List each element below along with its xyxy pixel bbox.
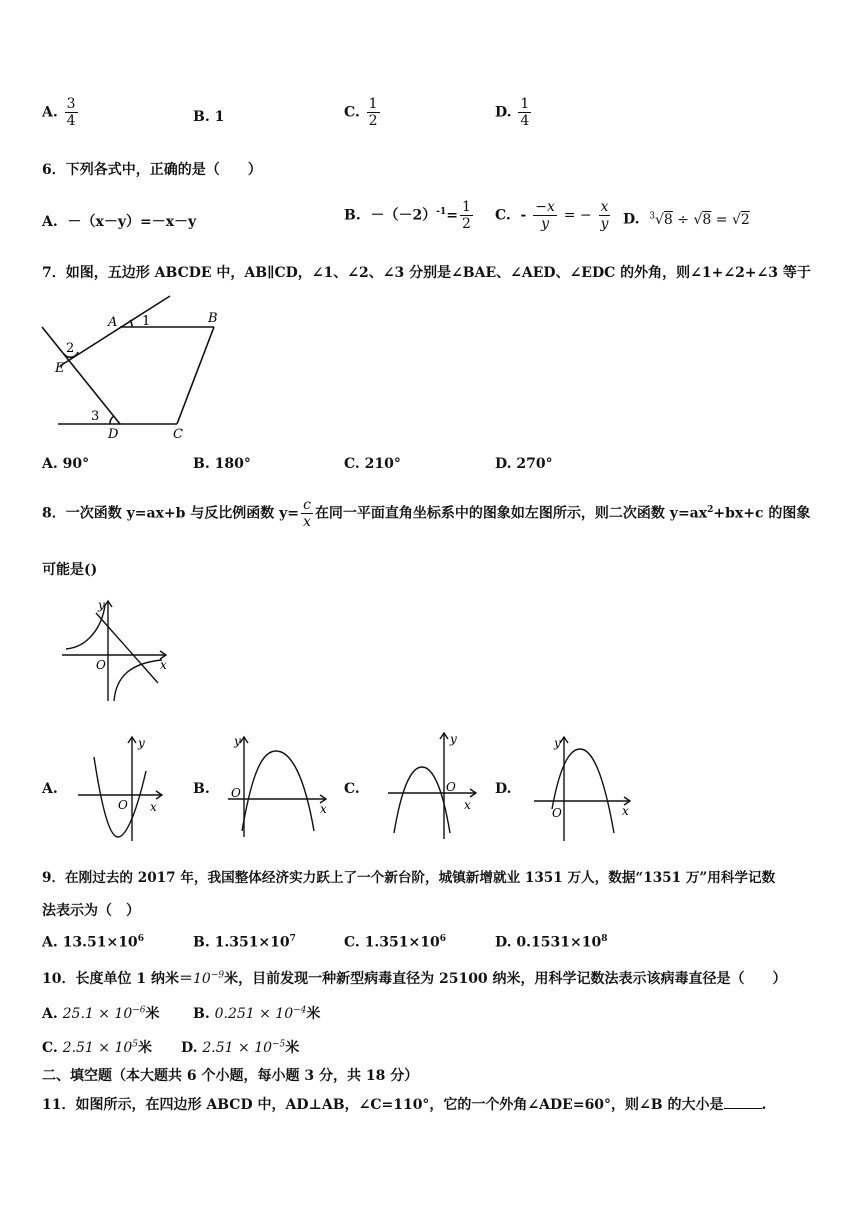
parabola-opens-down [394,767,450,833]
segment-bc [177,327,214,424]
q8-option-c-graph [384,729,484,845]
q9-option-d: D. $0.1531\times 10^8$ [495,934,608,951]
angle-3-arc [110,416,114,424]
hyperbola-branch-right [114,660,162,701]
label-angle-1: 1 [142,314,151,329]
svg-text:O: O [552,806,562,820]
label-angle-3: 3 [91,409,100,424]
q10-option-d: D. $2.51 \times 10^{-5}$米 [181,1039,300,1056]
q8-stem: 8．一次函数 y=ax+b 与反比例函数 y= $\frac{c}{x}$ 在同一平面直角坐标系中的图象如左图所示，则二次函数 $y=ax^2+bx+c$ 的图象 [42,497,811,531]
q6-stem: 6．下列各式中，正确的是（ ） [42,162,262,178]
origin-label: O [96,658,106,672]
svg-text:x: x [320,802,327,816]
svg-text:y: y [234,734,241,748]
q8-stem-line2: 可能是() [42,562,98,578]
section-2-heading: 二、填空题（本大题共 6 个小题，每小题 3 分，共 18 分） [42,1068,419,1084]
q8-option-d-graph [530,733,636,845]
q8-option-d-letter: D. [495,781,512,797]
q5-option-c: C. $\frac{1}{2}$ [344,96,378,130]
label-d: D [108,427,119,442]
q8-option-a-graph [74,733,174,845]
q10-stem: 10．长度单位 1 纳米$=10^{-9}$米，目前发现一种新型病毒直径为 25100 纳米，用科学记数法表示该病毒直径是（ ） [42,970,787,987]
q7-option-a: A. 90° [42,456,90,472]
q11-stem: 11．如图所示，在四边形 ABCD 中，AD⊥AB，∠C=110°，它的一个外角∠ADE=60°，则∠B 的大小是 . [42,1097,767,1113]
q8-given-graph [58,597,178,707]
q9-stem-line2: 法表示为（ ） [42,903,140,919]
segment-ed-extended [42,327,120,424]
q7-stem: 7．如图，五边形 ABCDE 中，AB∥CD，∠1、∠2、∠3 分别是∠BAE、∠AED、∠EDC 的外角，则∠1+∠2+∠3 等于 [42,265,811,281]
svg-text:x: x [622,804,629,818]
q7-option-d: D. 270° [495,456,553,472]
svg-text:O: O [118,798,128,812]
label-angle-2: 2 [66,341,75,356]
svg-text:y: y [554,736,561,750]
q8-option-b-letter: B. [193,781,210,797]
q5-option-a: A. $\frac{3}{4}$ [42,96,76,130]
svg-text:O: O [446,780,456,794]
parabola-opens-up [94,757,146,837]
q8-option-b-graph [224,733,336,845]
q9-option-a: A. $13.51\times 10^6$ [42,934,144,951]
q7-pentagon-figure [38,292,228,444]
label-e: E [55,361,65,376]
q6-option-d: D. $^3$√8 ÷ √8 = √2 [623,211,750,228]
q9-option-c: C. $1.351\times 10^6$ [344,934,446,951]
q6-option-b: B. $-(-2)^{-1}=$ $\frac{1}{2}$ [344,199,471,233]
q5-option-d: D. $\frac{1}{4}$ [495,96,530,130]
q9-stem-line1: 9．在刚过去的 2017 年，我国整体经济实力跃上了一个新台阶，城镇新增就业 1351 万人，数据“1351 万”用科学记数 [42,870,776,886]
label-a: A [108,315,118,330]
q6-option-a: A. －（x－y）=－x－y [42,214,197,230]
q6-option-c: C. - $\frac{-x}{y}$ = − $\frac{x}{y}$ [495,199,609,233]
q9-option-b: B. $1.351\times 10^7$ [193,934,296,951]
q8-option-a-letter: A. [42,781,58,797]
axis-y-label: y [98,598,105,612]
label-c: C [173,427,183,442]
q10-option-a: A. $25.1 \times 10^{-6}$米 [42,1005,160,1022]
q10-option-c: C. $2.51 \times 10^5$米 [42,1039,153,1056]
q7-option-c: C. 210° [344,456,401,472]
q8-option-c-letter: C. [344,781,360,797]
parabola-opens-down [242,751,314,831]
q7-option-b: B. 180° [193,456,251,472]
svg-text:x: x [464,798,471,812]
q5-option-b: B. 1 [193,109,225,125]
svg-text:y: y [138,736,145,750]
svg-text:y: y [450,732,457,746]
answer-blank [724,1108,762,1109]
axis-x-label: x [160,658,167,672]
svg-text:x: x [150,800,157,814]
svg-text:O: O [231,786,241,800]
label-b: B [208,311,218,326]
q10-option-b: B. $0.251 \times 10^{-4}$米 [193,1005,321,1022]
parabola-opens-down [552,749,614,833]
